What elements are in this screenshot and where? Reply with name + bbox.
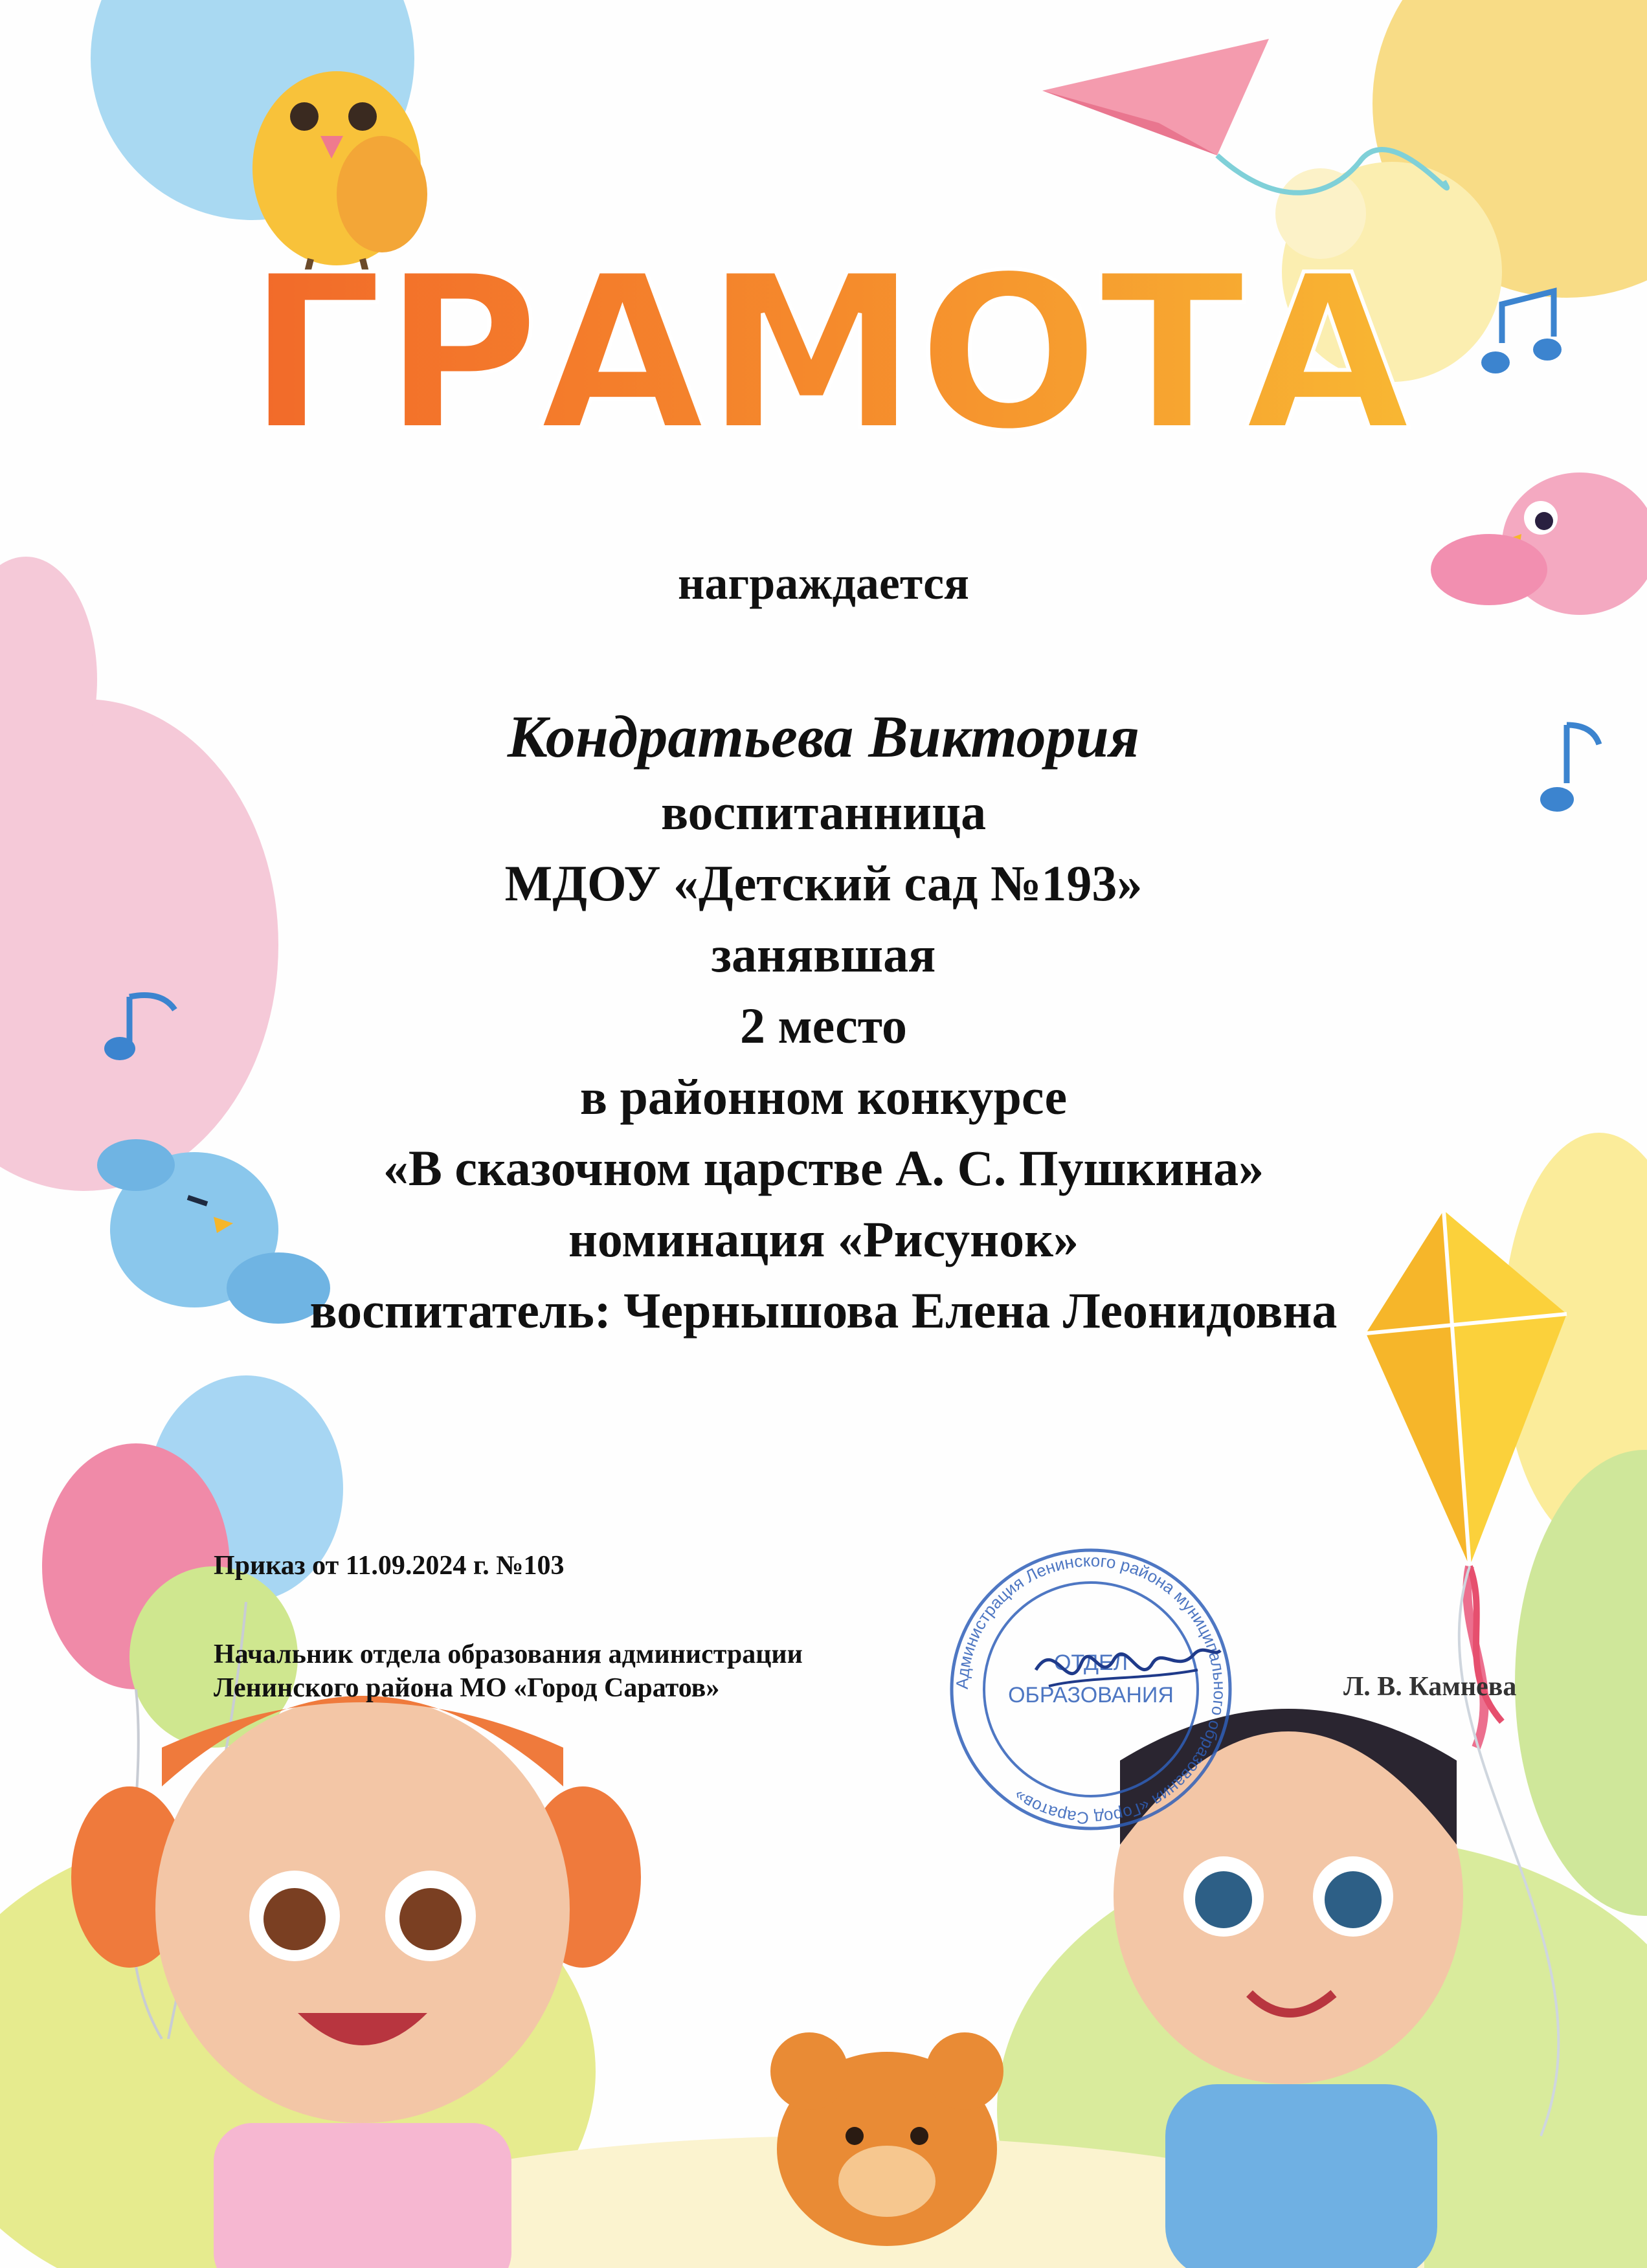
body-line-took: занявшая: [711, 926, 936, 983]
teddy-bear-illustration: [770, 2032, 1003, 2246]
body-line-contest-name: «В сказочном царстве А. С. Пушкина»: [383, 1140, 1264, 1196]
signature-icon: [1029, 1625, 1224, 1709]
green-blob-right: [1515, 1450, 1647, 1916]
awarded-label: награждается: [678, 557, 969, 609]
order-reference: Приказ от 11.09.2024 г. №103: [214, 1551, 565, 1581]
stamp-outer-text: Администрация Ленинского района муниципального образования «Город Саратов»: [952, 1550, 1230, 1829]
title-graphic: [246, 233, 1411, 460]
body-line-place: 2 место: [739, 997, 908, 1054]
body-line-pupil: воспитанница: [660, 784, 987, 840]
certificate-title: [246, 233, 1411, 460]
body-line-institution: МДОУ «Детский сад №193»: [504, 855, 1143, 911]
certificate-body: [0, 777, 1647, 1346]
body-line-teacher: воспитатель: Чернышова Елена Леонидовна: [309, 1282, 1338, 1339]
title-text: ГРАМОТА: [247, 233, 1411, 460]
head-position-line-2: Ленинского района МО «Город Саратов»: [214, 1673, 720, 1703]
stamp-inner-top: ОТДЕЛ: [1053, 1651, 1128, 1675]
body-line-contest: в районном конкурсе: [579, 1069, 1068, 1125]
recipient-name: Кондратьева Виктория: [507, 704, 1140, 770]
stamp-inner-mid: ОБРАЗОВАНИЯ: [1008, 1683, 1174, 1707]
signer-name: Л. В. Камнева: [1343, 1672, 1517, 1702]
body-line-nomination: номинация «Рисунок»: [568, 1211, 1079, 1267]
head-position-line-1: Начальник отдела образования администрации: [214, 1640, 803, 1669]
head-position: [214, 1638, 803, 1705]
